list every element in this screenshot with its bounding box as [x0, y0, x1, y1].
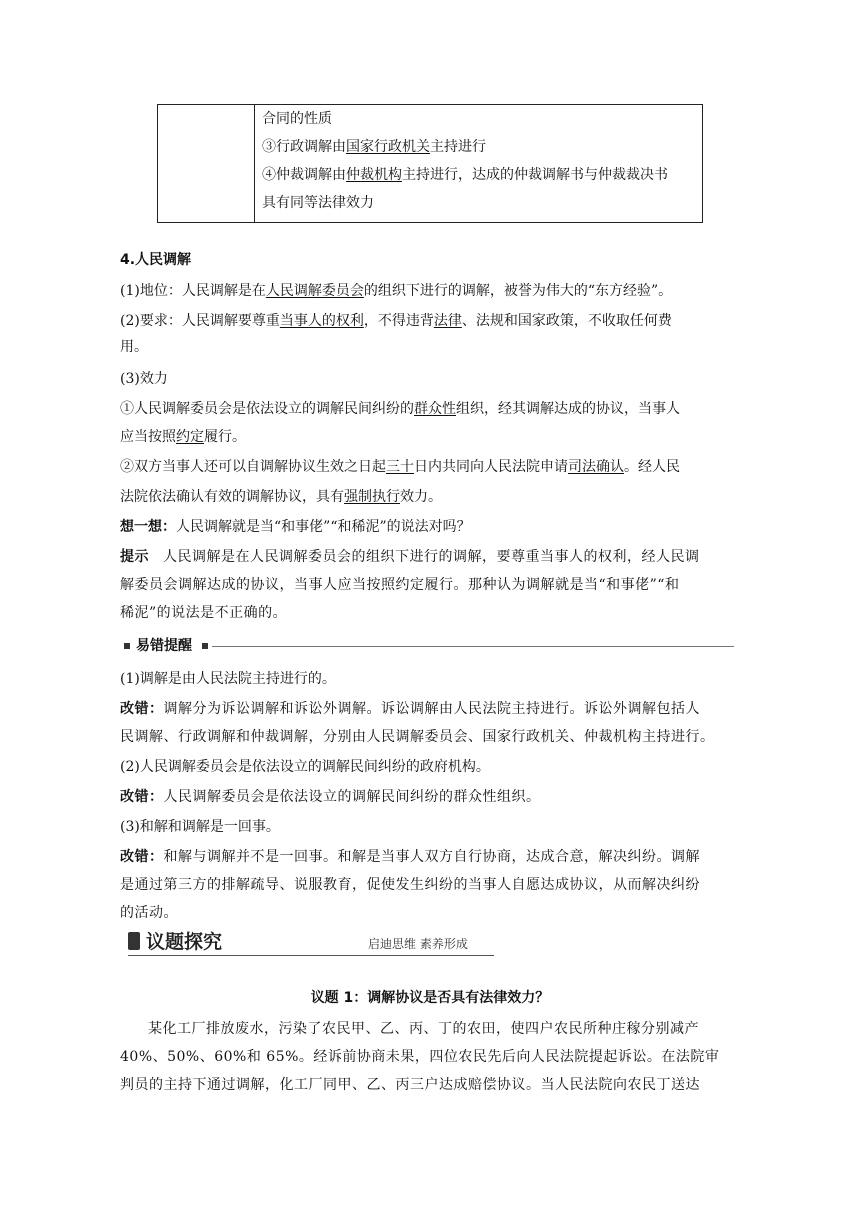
paragraph-effect-heading: (3)效力 — [120, 371, 168, 387]
think-question: 想一想：人民调解就是当“和事佬”“和稀泥”的说法对吗？ — [120, 519, 471, 535]
section-title: 议题探究 — [146, 931, 223, 953]
square-bullet-icon — [202, 643, 208, 649]
underlined-term: 仲裁机构 — [346, 167, 402, 183]
paragraph-effect-2: ②双方当事人还可以自调解协议生效之日起三十日内共同向人民法院申请司法确认。经人民 — [120, 459, 680, 475]
section-heading: 4.人民调解 — [120, 252, 192, 268]
divider — [212, 646, 734, 647]
correction-continuation: 是通过第三方的排解疏导、说服教育，促使发生纠纷的当事人自愿达成协议，从而解决纠纷 — [120, 877, 700, 893]
error-statement: (1)调解是由人民法院主持进行的。 — [120, 671, 336, 687]
correction: 改错：和解与调解并不是一回事。和解是当事人双方自行协商，达成合意，解决纠纷。调解 — [120, 849, 700, 865]
correction-label: 改错： — [120, 789, 164, 805]
table-row: 具有同等法律效力 — [262, 195, 374, 211]
paragraph-continuation: 应当按照约定履行。 — [120, 429, 246, 445]
section-subtitle: 启迪思维 素养形成 — [368, 937, 468, 951]
paragraph-requirement: (2)要求：人民调解要尊重当事人的权利，不得违背法律、法规和国家政策，不收取任何费 — [120, 313, 672, 329]
topic-paragraph: 某化工厂排放废水，污染了农民甲、乙、丙、丁的农田，使四户农民所种庄稼分别减产 — [148, 1021, 699, 1037]
underlined-term: 当事人的权利 — [279, 313, 364, 329]
correction-continuation: 民调解、行政调解和仲裁调解，分别由人民调解委员会、国家行政机关、仲裁机构主持进行。 — [120, 729, 715, 745]
underlined-term: 法律 — [433, 313, 462, 329]
error-statement: (2)人民调解委员会是依法设立的调解民间纠纷的政府机构。 — [120, 759, 490, 775]
topic-paragraph-continuation: 40%、50%、60%和 65%。经诉前协商未果，四位农民先后向人民法院提起诉讼。在法院审 — [120, 1049, 720, 1065]
section-underline — [128, 955, 494, 956]
underlined-term: 国家行政机关 — [346, 139, 430, 155]
correction: 改错：调解分为诉讼调解和诉讼外调解。诉讼调解由人民法院主持进行。诉讼外调解包括人 — [120, 701, 700, 717]
hint-line: 稀泥”的说法是不正确的。 — [120, 605, 288, 621]
underlined-term: 司法确认 — [568, 459, 624, 475]
topic-paragraph-continuation: 判员的主持下通过调解，化工厂同甲、乙、丙三户达成赔偿协议。当人民法院向农民丁送达 — [120, 1077, 700, 1093]
error-statement: (3)和解和调解是一回事。 — [120, 819, 280, 835]
error-reminder-title: 易错提醒 — [136, 638, 192, 654]
hint-line: 解委员会调解达成的协议，当事人应当按照约定履行。那种认为调解就是当“和事佬”“和 — [120, 577, 680, 593]
underlined-term: 强制执行 — [344, 489, 400, 505]
table-column-divider — [254, 105, 255, 222]
topic-title: 议题 1：调解协议是否具有法律效力？ — [310, 990, 550, 1006]
table-fragment — [157, 104, 703, 223]
underlined-term: 约定 — [176, 429, 204, 445]
hint-label: 提示 — [120, 549, 149, 565]
think-label: 想一想： — [120, 519, 176, 535]
correction-label: 改错： — [120, 701, 164, 717]
hint-line: 提示 人民调解是在人民调解委员会的组织下进行的调解，要尊重当事人的权利，经人民调 — [120, 549, 700, 565]
paragraph-continuation: 法院依法确认有效的调解协议，具有强制执行效力。 — [120, 489, 442, 505]
section-marker-icon — [128, 932, 140, 950]
paragraph-status: (1)地位：人民调解是在人民调解委员会的组织下进行的调解，被誉为伟大的“东方经验”。 — [120, 283, 673, 299]
error-reminder-bar — [120, 636, 734, 656]
table-row: 合同的性质 — [262, 111, 332, 127]
underlined-term: 三十 — [386, 459, 414, 475]
correction-continuation: 的活动。 — [120, 905, 178, 921]
correction: 改错：人民调解委员会是依法设立的调解民间纠纷的群众性组织。 — [120, 789, 541, 805]
square-bullet-icon — [124, 643, 130, 649]
correction-label: 改错： — [120, 849, 164, 865]
table-row: ③行政调解由国家行政机关主持进行 — [262, 139, 486, 155]
underlined-term: 人民调解委员会 — [265, 283, 364, 299]
section-header — [128, 928, 494, 958]
paragraph-continuation: 用。 — [120, 339, 148, 355]
table-row: ④仲裁调解由仲裁机构主持进行，达成的仲裁调解书与仲裁裁决书 — [262, 167, 668, 183]
underlined-term: 群众性 — [414, 401, 456, 417]
paragraph-effect-1: ①人民调解委员会是依法设立的调解民间纠纷的群众性组织，经其调解达成的协议，当事人 — [120, 401, 680, 417]
